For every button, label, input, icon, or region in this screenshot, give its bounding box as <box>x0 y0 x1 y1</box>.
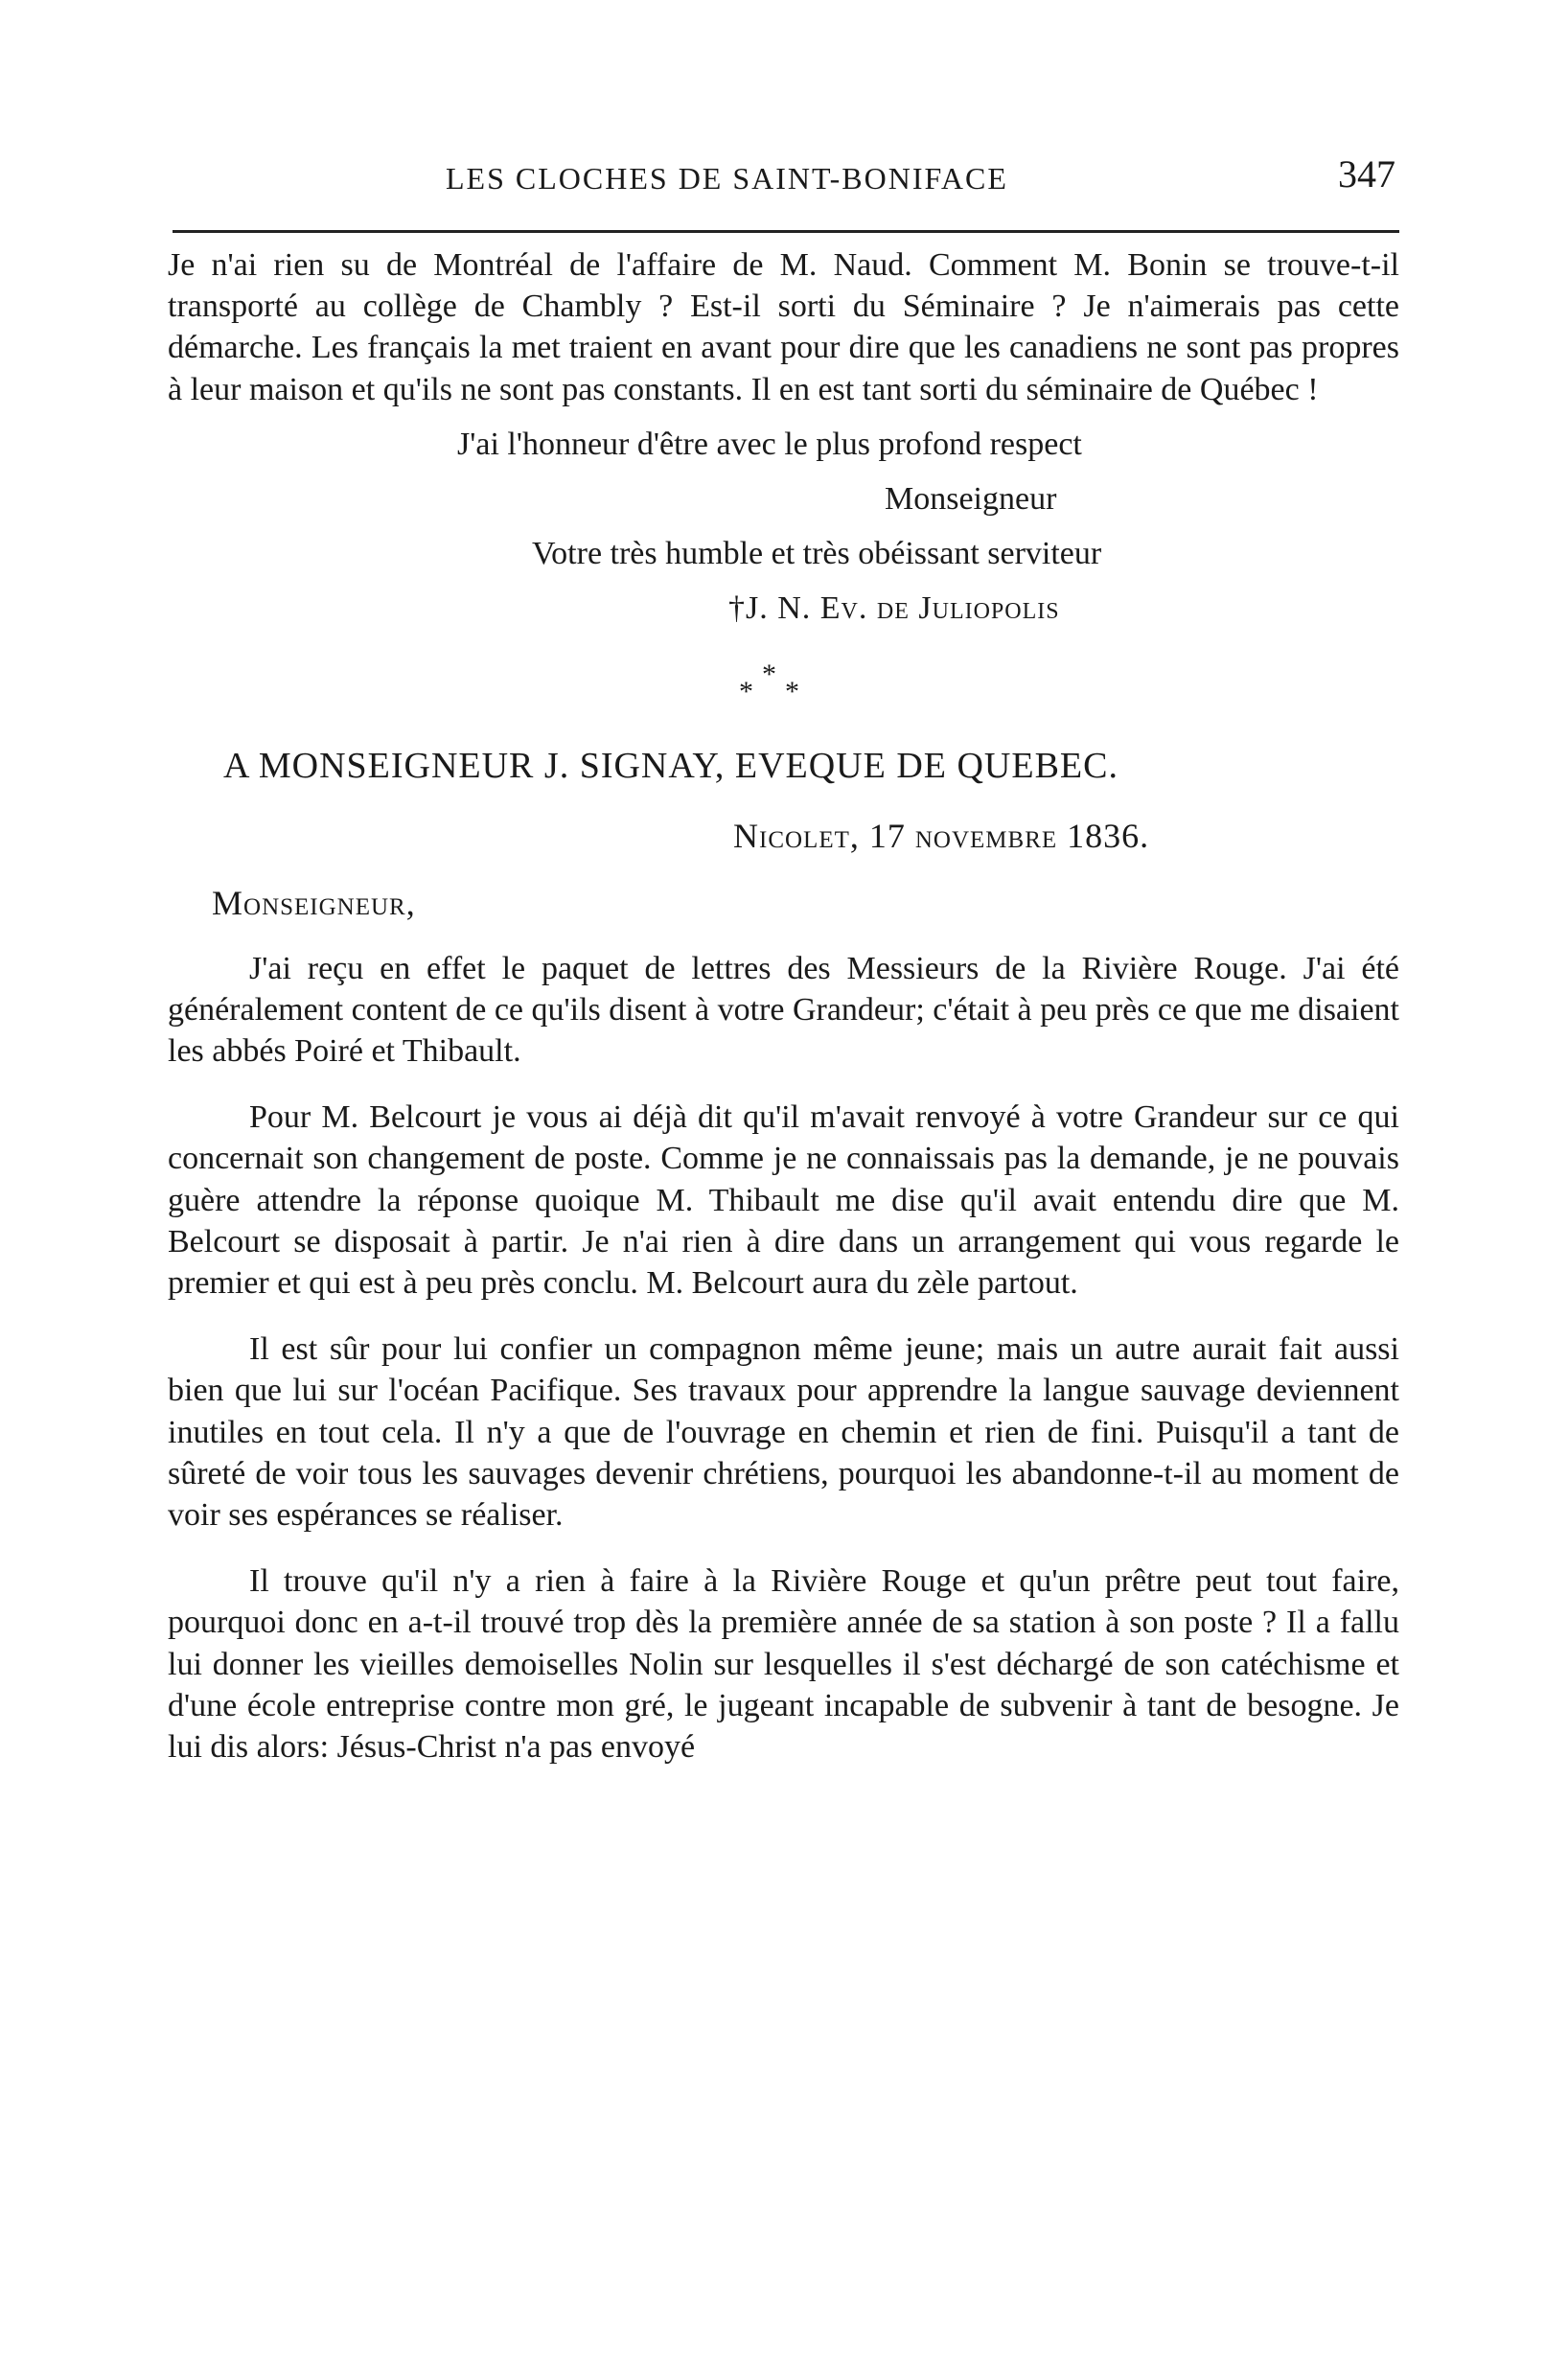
asterism-star-left: * <box>739 675 753 707</box>
asterism-star-top: * <box>762 658 776 690</box>
letter2-title: A MONSEIGNEUR J. SIGNAY, EVEQUE DE QUEBEC. <box>223 745 1118 786</box>
page-header <box>173 144 1399 201</box>
asterism-separator <box>733 659 810 716</box>
letter2-salutation: Monseigneur, <box>212 883 416 922</box>
running-title: LES CLOCHES DE SAINT-BONIFACE <box>446 161 1008 196</box>
letter1-paragraph: Je n'ai rien su de Montréal de l'affaire de M. Naud. Comment M. Bonin se trouve-t-il transporté au collège de Chambly ? Est-il sorti du Séminaire ? Je n'aimerais pas cette démarche. Les français la met traient en avant pour dire que les canadiens ne sont pas propres à leur maison et qu'ils ne sont pas constants. Il en est tant sorti du séminaire de Québec ! <box>168 247 1399 407</box>
letter1-closing-address: Monseigneur <box>885 481 1057 518</box>
letter2-paragraph: J'ai reçu en effet le paquet de lettres des Messieurs de la Rivière Rouge. J'ai été généralement content de ce qu'ils disent à votre Grandeur; c'était à peu près ce que me disaient les abbés Poiré et Thibault. <box>168 950 1399 1070</box>
letter1-signature: †J. N. Ev. de Juliopolis <box>728 590 1060 627</box>
body-text <box>168 244 1399 1768</box>
letter2-paragraph: Il est sûr pour lui confier un compagnon même jeune; mais un autre aurait fait aussi bien que lui sur l'océan Pacifique. Ses travaux pour apprendre la langue sauvage deviennent inutiles en tout cela. Il n'y a que de l'ouvrage en chemin et rien de fini. Puisqu'il a tant de sûreté de voir tous les sauvages devenir chrétiens, pourquoi les abandonne-t-il au moment de voir ses espérances se réaliser. <box>168 1331 1399 1534</box>
asterism-star-right: * <box>785 675 799 707</box>
letter1-closing-formula: J'ai l'honneur d'être avec le plus profond respect <box>457 426 1082 462</box>
page-number: 347 <box>1338 152 1395 196</box>
letter2-paragraph: Il trouve qu'il n'y a rien à faire à la Rivière Rouge et qu'un prêtre peut tout faire, pourquoi donc en a-t-il trouvé trop dès la première année de sa station à son poste ? Il a fallu lui donner les vieilles demoiselles Nolin sur lesquelles il s'est déchargé de son catéchisme et d'une école entreprise contre mon gré, le jugeant incapable de subvenir à tant de besogne. Je lui dis alors: Jésus-Christ n'a pas envoyé <box>168 1563 1399 1766</box>
header-rule <box>173 230 1399 233</box>
letter2-paragraph: Pour M. Belcourt je vous ai déjà dit qu'il m'avait renvoyé à votre Grandeur sur ce qui concernait son changement de poste. Comme je ne connaissais pas la demande, je ne pouvais guère attendre la réponse quoique M. Thibault me dise qu'il avait entendu dire que M. Belcourt se disposait à partir. Je n'ai rien à dire dans un arrangement qui vous regarde le premier et qui est à peu près conclu. M. Belcourt aura du zèle partout. <box>168 1099 1399 1302</box>
letter2-dateline: Nicolet, 17 novembre 1836. <box>733 816 1150 855</box>
letter1-closing-servant: Votre très humble et très obéissant serviteur <box>532 536 1102 572</box>
